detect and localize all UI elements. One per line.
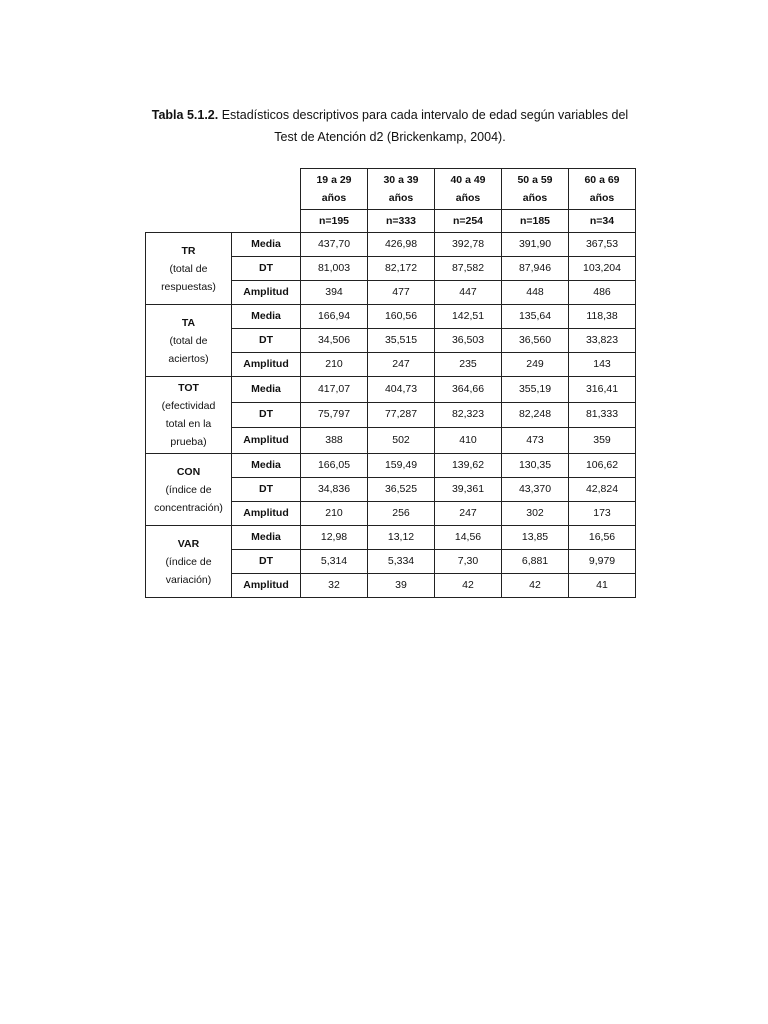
variable-cell <box>146 454 232 526</box>
value-cell: 82,248 <box>502 402 569 428</box>
caption-text-1: Estadísticos descriptivos para cada intervalo de edad según variables del <box>221 108 629 122</box>
variable-code: CON <box>176 465 201 478</box>
value-cell: 448 <box>502 281 569 305</box>
caption-text-2: Test de Atención d2 (Brickenkamp, 2004). <box>274 130 506 144</box>
age-group-header <box>569 169 636 210</box>
value-cell: 34,506 <box>301 329 368 353</box>
statistic-label: Media <box>232 526 301 550</box>
descriptive-stats-table <box>145 168 636 598</box>
value-cell: 359 <box>569 428 636 454</box>
value-cell: 404,73 <box>368 377 435 403</box>
age-range: 50 a 59 <box>517 174 553 186</box>
caption-label: Tabla 5.1.2. <box>151 108 219 122</box>
statistic-label: Amplitud <box>232 353 301 377</box>
age-unit: años <box>455 192 481 204</box>
value-cell: 143 <box>569 353 636 377</box>
value-cell: 81,333 <box>569 402 636 428</box>
value-cell: 34,836 <box>301 478 368 502</box>
value-cell: 106,62 <box>569 454 636 478</box>
age-unit: años <box>589 192 615 204</box>
table-caption <box>130 104 650 148</box>
value-cell: 256 <box>368 502 435 526</box>
age-unit: años <box>321 192 347 204</box>
caption-line-1 <box>130 104 650 126</box>
variable-description: respuestas) <box>161 280 216 293</box>
table-row <box>146 377 636 403</box>
value-cell: 210 <box>301 502 368 526</box>
variable-description: (total de <box>169 334 208 347</box>
statistic-label: Media <box>232 454 301 478</box>
statistic-label: Media <box>232 377 301 403</box>
value-cell: 77,287 <box>368 402 435 428</box>
value-cell: 235 <box>435 353 502 377</box>
value-cell: 42,824 <box>569 478 636 502</box>
value-cell: 82,172 <box>368 257 435 281</box>
statistic-label: DT <box>232 402 301 428</box>
value-cell: 142,51 <box>435 305 502 329</box>
variable-description: (índice de <box>165 555 212 568</box>
value-cell: 75,797 <box>301 402 368 428</box>
table-row <box>146 526 636 550</box>
sample-size: n=185 <box>502 210 569 233</box>
statistic-label: DT <box>232 257 301 281</box>
value-cell: 247 <box>368 353 435 377</box>
statistic-label: DT <box>232 329 301 353</box>
variable-description: concentración) <box>154 501 223 514</box>
value-cell: 5,314 <box>301 550 368 574</box>
age-range: 30 a 39 <box>383 174 419 186</box>
value-cell: 16,56 <box>569 526 636 550</box>
sample-size: n=34 <box>569 210 636 233</box>
age-unit: años <box>388 192 414 204</box>
value-cell: 417,07 <box>301 377 368 403</box>
variable-cell <box>146 526 232 598</box>
value-cell: 36,525 <box>368 478 435 502</box>
value-cell: 391,90 <box>502 233 569 257</box>
variable-cell <box>146 377 232 454</box>
value-cell: 388 <box>301 428 368 454</box>
variable-code: VAR <box>177 537 200 550</box>
value-cell: 477 <box>368 281 435 305</box>
variable-description: prueba) <box>170 436 207 448</box>
statistic-label: Media <box>232 305 301 329</box>
statistic-label: Media <box>232 233 301 257</box>
variable-description: (total de <box>169 262 208 275</box>
value-cell: 7,30 <box>435 550 502 574</box>
value-cell: 32 <box>301 574 368 598</box>
table-row <box>146 454 636 478</box>
value-cell: 41 <box>569 574 636 598</box>
variable-description: total en la <box>165 418 212 430</box>
variable-description: aciertos) <box>168 352 209 365</box>
value-cell: 410 <box>435 428 502 454</box>
variable-cell <box>146 305 232 377</box>
variable-code: TA <box>181 316 196 329</box>
variable-code: TR <box>181 244 196 257</box>
age-group-header <box>435 169 502 210</box>
statistic-label: DT <box>232 478 301 502</box>
variable-cell <box>146 233 232 305</box>
value-cell: 364,66 <box>435 377 502 403</box>
value-cell: 249 <box>502 353 569 377</box>
value-cell: 13,12 <box>368 526 435 550</box>
age-unit: años <box>522 192 548 204</box>
value-cell: 81,003 <box>301 257 368 281</box>
table-row <box>146 233 636 257</box>
sample-size: n=195 <box>301 210 368 233</box>
value-cell: 43,370 <box>502 478 569 502</box>
value-cell: 82,323 <box>435 402 502 428</box>
value-cell: 135,64 <box>502 305 569 329</box>
value-cell: 447 <box>435 281 502 305</box>
sample-size: n=333 <box>368 210 435 233</box>
value-cell: 39,361 <box>435 478 502 502</box>
age-group-header <box>502 169 569 210</box>
statistic-label: DT <box>232 550 301 574</box>
value-cell: 159,49 <box>368 454 435 478</box>
statistic-label: Amplitud <box>232 428 301 454</box>
value-cell: 139,62 <box>435 454 502 478</box>
value-cell: 36,503 <box>435 329 502 353</box>
value-cell: 473 <box>502 428 569 454</box>
table-row <box>146 305 636 329</box>
value-cell: 87,582 <box>435 257 502 281</box>
value-cell: 302 <box>502 502 569 526</box>
value-cell: 33,823 <box>569 329 636 353</box>
value-cell: 367,53 <box>569 233 636 257</box>
variable-code: TOT <box>178 382 199 394</box>
age-group-header <box>301 169 368 210</box>
value-cell: 166,05 <box>301 454 368 478</box>
value-cell: 502 <box>368 428 435 454</box>
variable-description: (índice de <box>165 483 212 496</box>
age-range: 40 a 49 <box>450 174 486 186</box>
sample-size: n=254 <box>435 210 502 233</box>
value-cell: 166,94 <box>301 305 368 329</box>
value-cell: 5,334 <box>368 550 435 574</box>
variable-description: variación) <box>165 573 212 586</box>
value-cell: 437,70 <box>301 233 368 257</box>
value-cell: 42 <box>435 574 502 598</box>
value-cell: 6,881 <box>502 550 569 574</box>
value-cell: 13,85 <box>502 526 569 550</box>
value-cell: 160,56 <box>368 305 435 329</box>
value-cell: 355,19 <box>502 377 569 403</box>
statistic-label: Amplitud <box>232 502 301 526</box>
value-cell: 103,204 <box>569 257 636 281</box>
header-blank <box>146 169 301 233</box>
statistic-label: Amplitud <box>232 574 301 598</box>
value-cell: 14,56 <box>435 526 502 550</box>
value-cell: 35,515 <box>368 329 435 353</box>
value-cell: 39 <box>368 574 435 598</box>
value-cell: 173 <box>569 502 636 526</box>
age-group-header <box>368 169 435 210</box>
value-cell: 247 <box>435 502 502 526</box>
statistic-label: Amplitud <box>232 281 301 305</box>
value-cell: 210 <box>301 353 368 377</box>
value-cell: 486 <box>569 281 636 305</box>
value-cell: 394 <box>301 281 368 305</box>
value-cell: 87,946 <box>502 257 569 281</box>
value-cell: 316,41 <box>569 377 636 403</box>
value-cell: 9,979 <box>569 550 636 574</box>
age-range: 19 a 29 <box>316 174 352 186</box>
value-cell: 426,98 <box>368 233 435 257</box>
value-cell: 130,35 <box>502 454 569 478</box>
value-cell: 392,78 <box>435 233 502 257</box>
value-cell: 12,98 <box>301 526 368 550</box>
value-cell: 118,38 <box>569 305 636 329</box>
variable-description: (efectividad <box>161 400 216 412</box>
value-cell: 42 <box>502 574 569 598</box>
age-range: 60 a 69 <box>584 174 620 186</box>
value-cell: 36,560 <box>502 329 569 353</box>
